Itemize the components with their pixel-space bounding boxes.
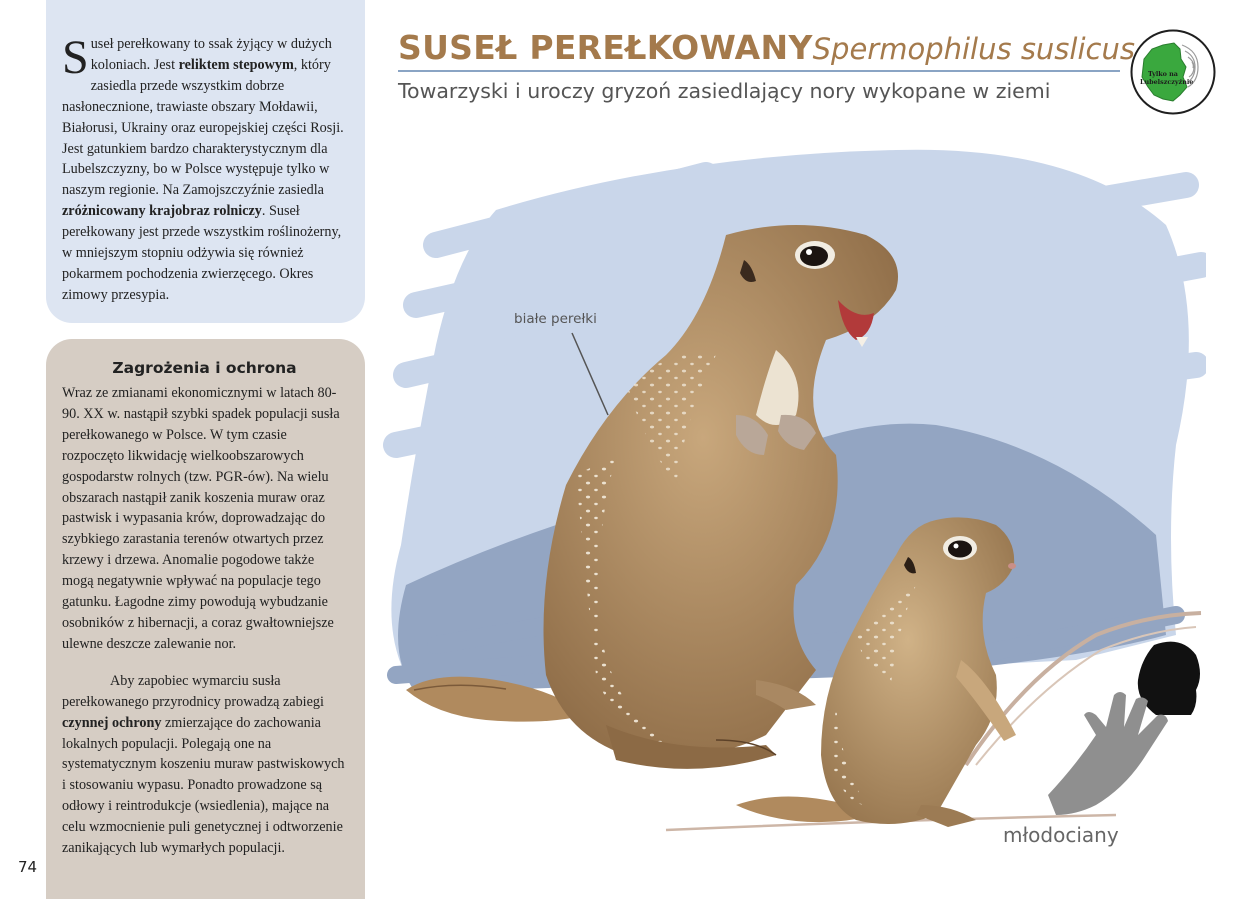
species-latin-name: Spermophilus suslicus xyxy=(812,32,1135,66)
intro-text: Suseł perełkowany to ssak żyjący w dużych koloniach. Jest reliktem stepowym, który zasiedla przede wszystkim dobrze nasłonecznione, trawiaste obszary Mołdawii, Białorusi, Ukrainy oraz europejskiej części Rosji. Jest gatunkiem bardzo charakterystycznym dla Lubelszczyzny, bo w Polsce występuje tylko w naszym regionie. Na Zamojszczyźnie zasiedla zróżnicowany krajobraz rolniczy. Suseł perełkowany jest przede wszystkim roślinożerny, w mniejszym stopniu odżywia się również pokarmem pochodzenia zwierzęcego. Okres zimowy przesypia. xyxy=(62,31,344,303)
pearls-label: białe perełki xyxy=(514,311,597,327)
drop-cap: S xyxy=(62,31,89,84)
threats-panel xyxy=(46,339,365,899)
badge-label: Tylko na Lubelszczyźnie xyxy=(1140,70,1194,86)
juvenile-label: młodociany xyxy=(1003,823,1119,847)
species-name: SUSEŁ PEREŁKOWANY xyxy=(398,28,813,67)
threats-paragraph-2: Aby zapobiec wymarciu susła perełkowanego przyrodnicy prowadzą zabiegi czynnej ochrony zmierzające do zachowania lokalnych populacji. Polegają one na systematycznym koszeniu muraw pastwiskowych i stosowaniu wypasu. Ponadto prowadzone są odłowy i reintrodukcje (wsiedlenia), mające na celu wzmocnienie puli genetycznej i odtworzenie zanikających lub wymarłych populacji. xyxy=(62,672,345,857)
scale-silhouette-hand-icon xyxy=(1048,692,1168,815)
intro-panel xyxy=(46,0,365,323)
page-subtitle: Towarzyski i uroczy gryzoń zasiedlający nory wykopane w ziemi xyxy=(398,79,1051,103)
souslik-illustration xyxy=(376,115,1206,845)
page-title xyxy=(398,28,1135,67)
intro-emphasis-landscape: zróżnicowany krajobraz rolniczy xyxy=(62,203,262,220)
threats-heading: Zagrożenia i ochrona xyxy=(112,359,297,377)
threats-emphasis-active-protection: czynnej ochrony xyxy=(62,714,162,731)
page-number: 74 xyxy=(18,858,38,876)
title-divider xyxy=(398,70,1120,72)
intro-emphasis-relic: reliktem stepowym xyxy=(178,56,294,73)
threats-paragraph-1: Wraz ze zmianami ekonomicznymi w latach 80-90. XX w. nastąpił szybki spadek populacji susła perełkowanego w Polsce. W tym czasie rozpoczęto likwidację wielkoobszarowych gospodarstw rolnych (tzw. PGR-ów). Na wielu obszarach nastąpił zanik koszenia muraw oraz pastwisk i wypasania krów, doprowadzając do szybkiego zarastania terenów otwartych przez krzewy i drzewa. Anomalie pogodowe także mogą negatywnie wpływać na populacje tego gatunku. Łagodne zimy powodują wybudzanie osobników z hibernacji, a coraz gwałtowniejsze ulewne deszcze zalewanie nor. xyxy=(62,385,340,652)
scale-silhouette-souslik-icon xyxy=(1138,642,1200,715)
